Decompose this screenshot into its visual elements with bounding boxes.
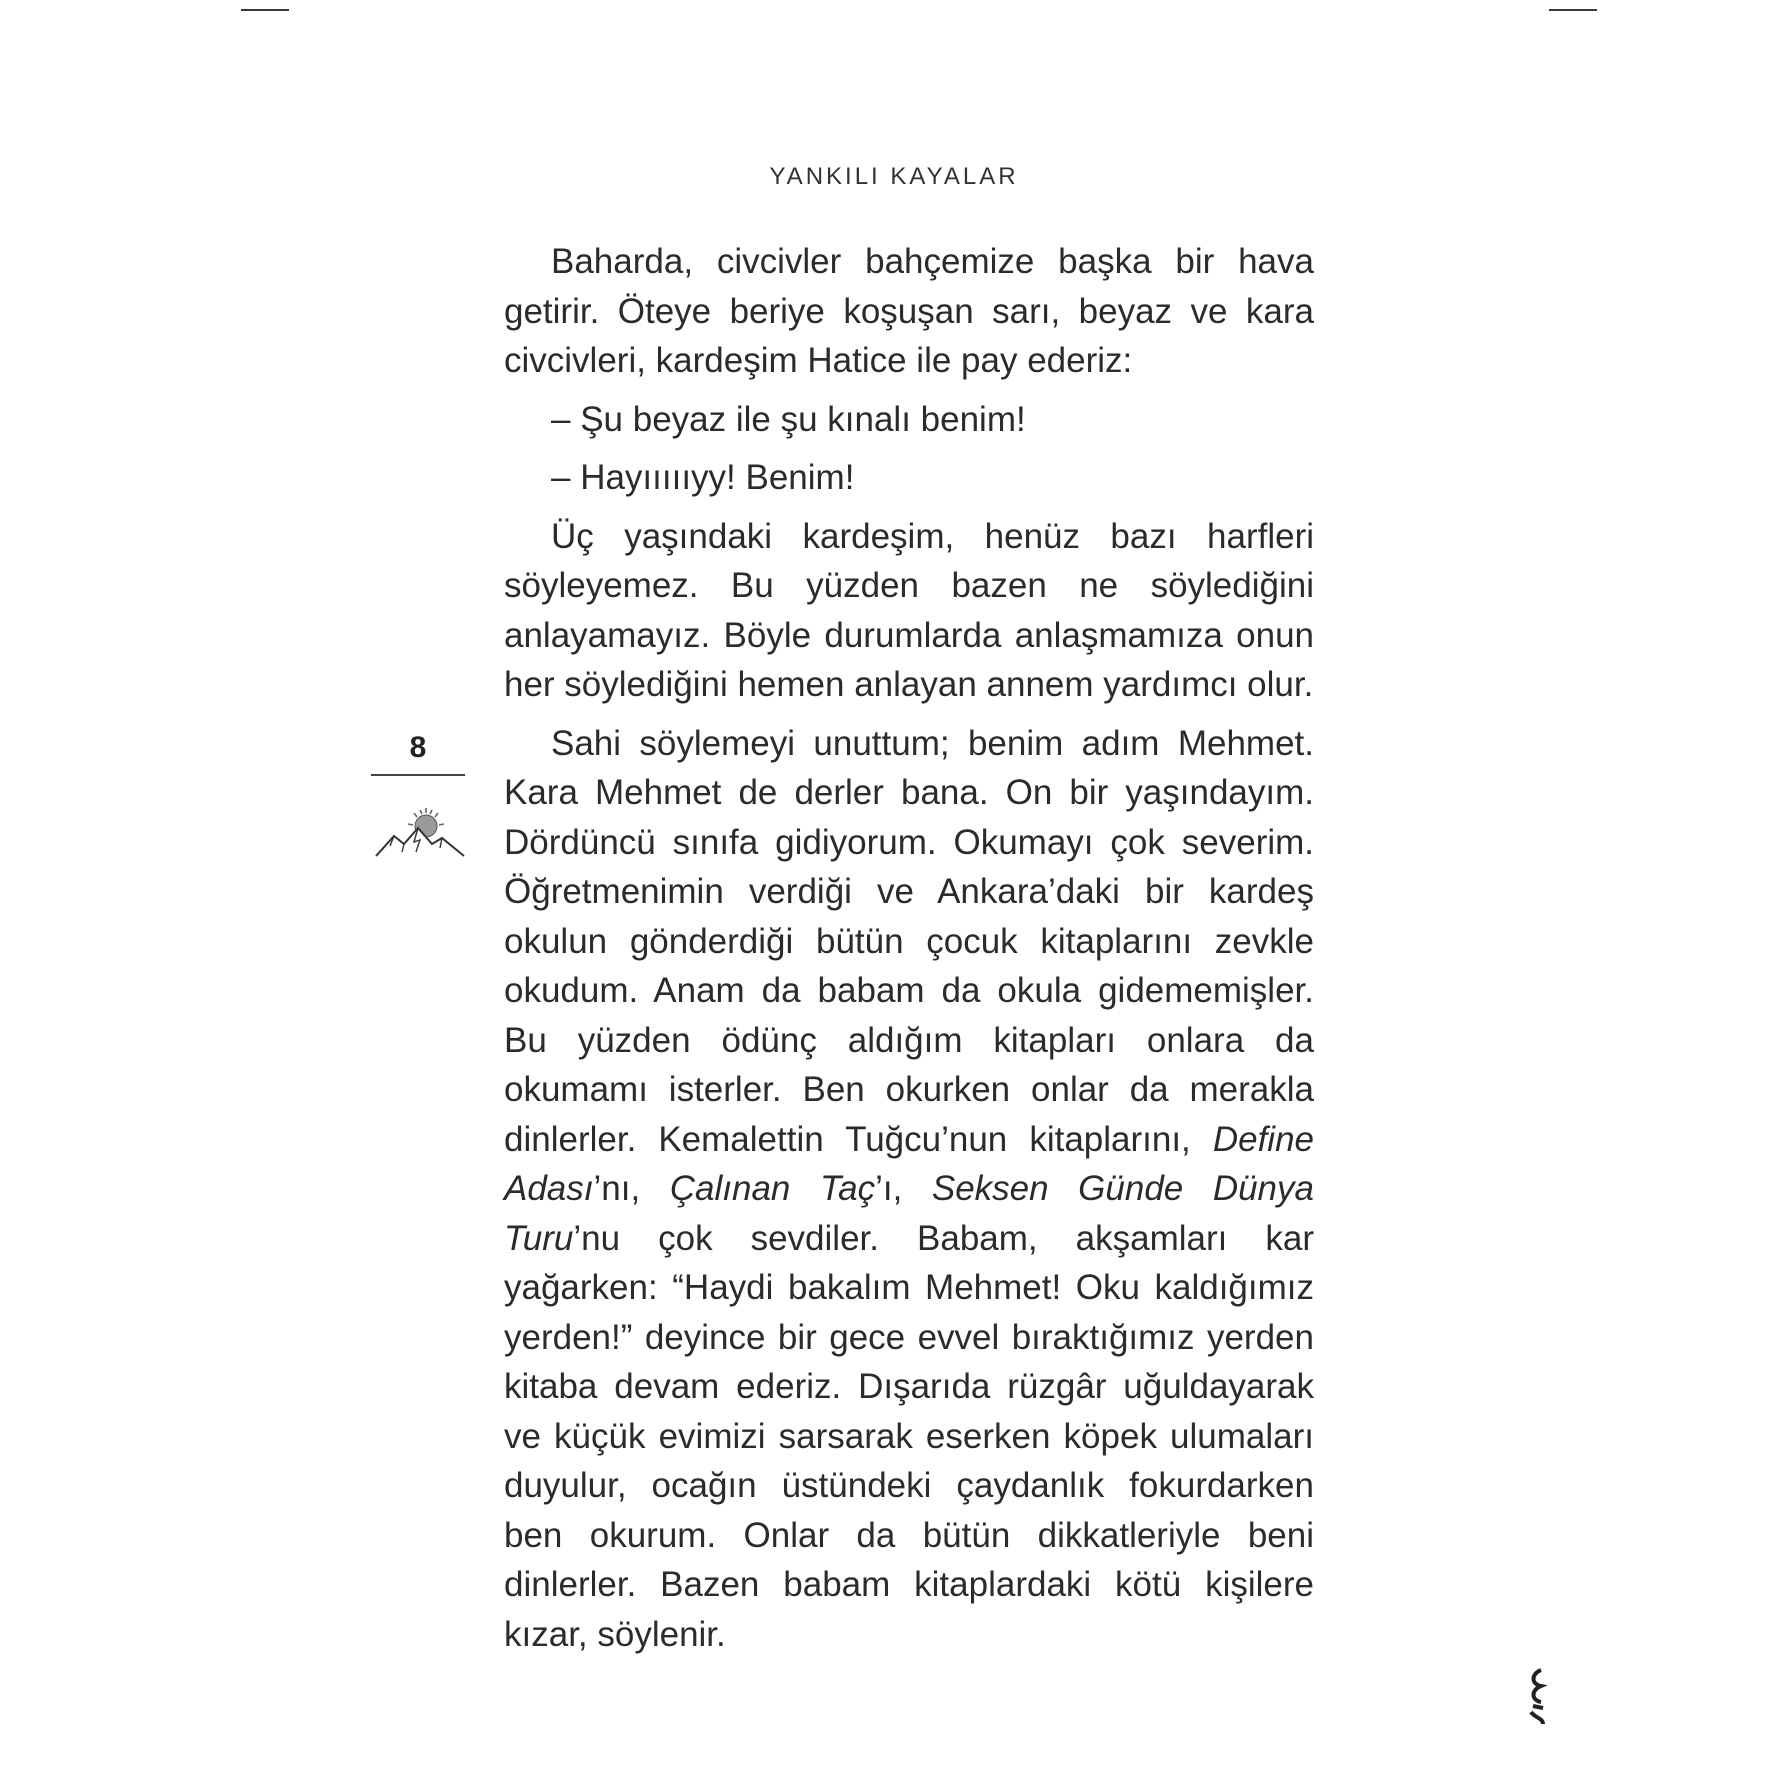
book-title: Çalınan Taç bbox=[669, 1169, 876, 1208]
paragraph bbox=[504, 719, 1314, 1660]
edge-mark-icon bbox=[1527, 1666, 1547, 1726]
running-head: YANKILI KAYALAR bbox=[769, 163, 1019, 190]
paragraph-text: ’nu çok sevdiler. Babam, akşamları kar yağarken: “Haydi bakalım Mehmet! Oku kaldığımız yerden!” deyince bir gece evvel bıraktığımız yerden kitaba devam ederiz. Dışarıda rüzgâr uğuldayarak ve küçük evimizi sarsarak eserken köpek ulumaları duyulur, ocağın üstündeki çaydanlık fokurdarken ben okurum. Onlar da bütün dikkatleriyle beni dinlerler. Bazen babam kitaplardaki kötü kişilere kızar, söylenir. bbox=[504, 1218, 1314, 1654]
crop-mark-right bbox=[1549, 9, 1597, 11]
dialog-line: – Hayıııııyy! Benim! bbox=[551, 458, 855, 497]
paragraph-text: Sahi söylemeyi unuttum; benim adım Mehmet. Kara Mehmet de derler bana. On bir yaşındayım. Dördüncü sınıfa gidiyorum. Okumayı çok severim. Öğretmenimin verdiği ve Ankara’daki bir kardeş okulun gönderdiği bütün çocuk kitaplarını zevkle okudum. Anam da babam da okula gidememişler. Bu yüzden ödünç aldığım kitapları onlara da okumamı isterler. Ben okurken onlar da merakla dinlerler. Kemalettin Tuğcu’nun kitaplarını, bbox=[504, 723, 1314, 1159]
page-number: 8 bbox=[409, 731, 427, 764]
book-title: Define Adası bbox=[504, 1119, 1314, 1208]
dialog-line: – Şu beyaz ile şu kınalı benim! bbox=[551, 399, 1026, 439]
paragraph-text: ’nı, bbox=[593, 1169, 670, 1208]
paragraph: Üç yaşındaki kardeşim, henüz bazı harfleri söyleyemez. Bu yüzden bazen ne söylediğini anlayamayız. Böyle durumlarda anlaşmamıza onun her söylediğini hemen anlayan annem yardımcı olur. bbox=[504, 516, 1314, 704]
page-folio bbox=[371, 730, 465, 776]
body-text bbox=[504, 237, 1314, 1668]
book-title: Seksen Günde Dünya Turu bbox=[504, 1169, 1314, 1258]
paragraph-text: ’ı, bbox=[875, 1169, 932, 1208]
sun-over-mountains-icon bbox=[374, 800, 468, 862]
folio-rule bbox=[371, 774, 465, 776]
crop-mark-left bbox=[241, 9, 289, 11]
paragraph: Baharda, civcivler bahçemize başka bir hava getirir. Öteye beriye koşuşan sarı, beyaz ve kara civcivleri, kardeşim Hatice ile pay ederiz: bbox=[504, 242, 1314, 380]
